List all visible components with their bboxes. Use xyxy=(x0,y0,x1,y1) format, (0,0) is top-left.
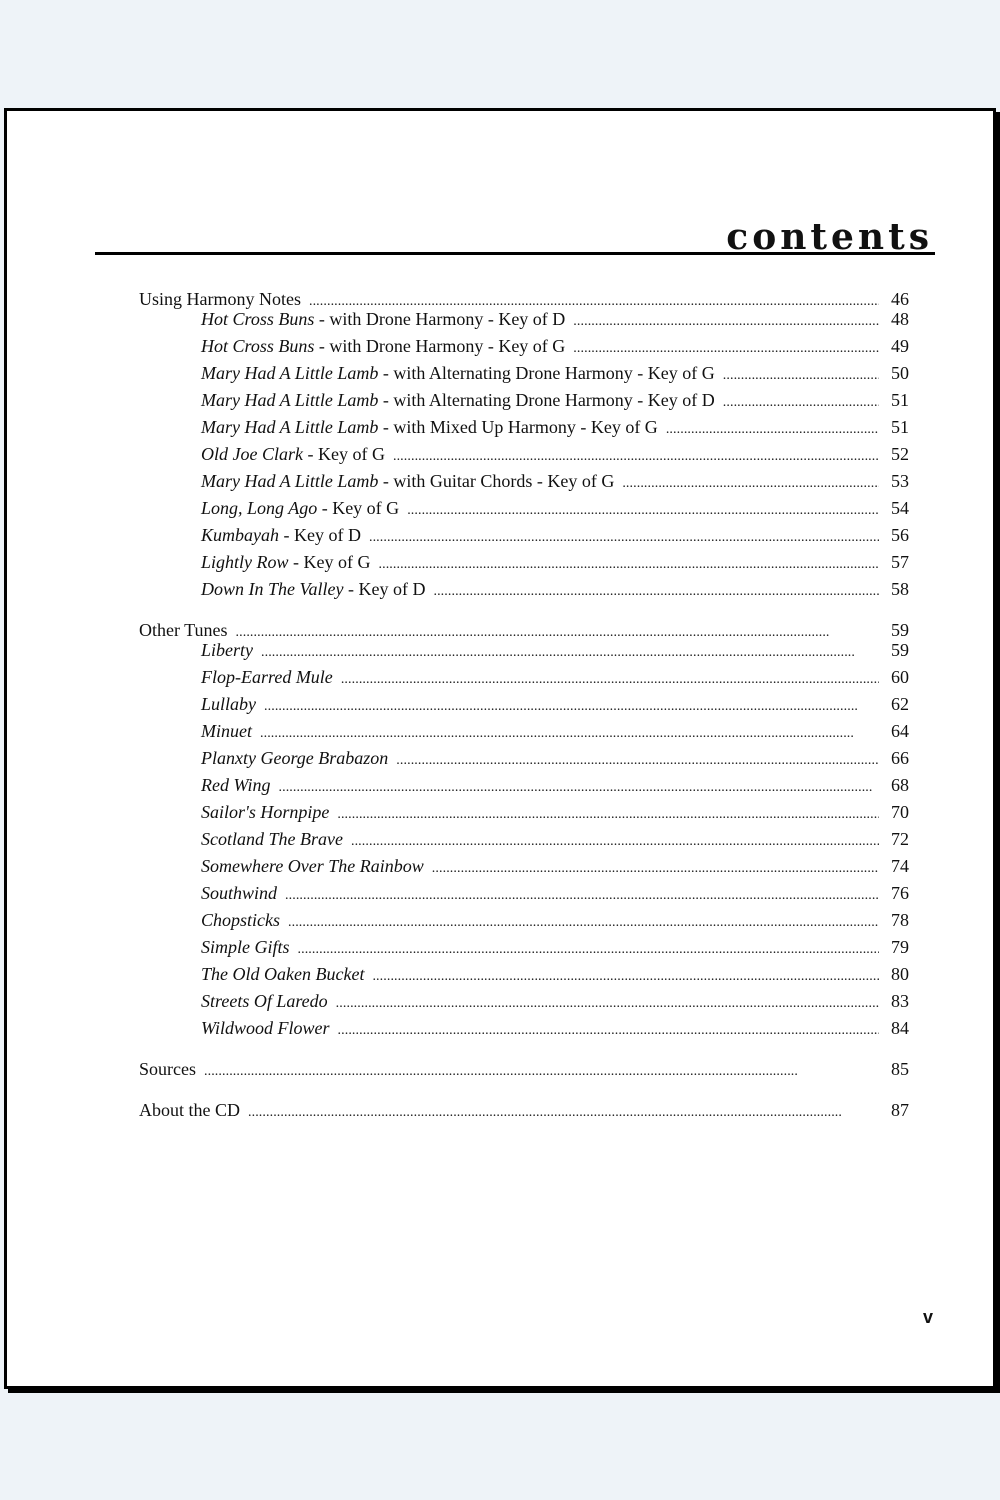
tune-title: Streets Of Laredo xyxy=(201,991,328,1011)
dot-leader xyxy=(338,1016,879,1043)
toc-page-number: 83 xyxy=(891,991,909,1011)
toc-page-number: 52 xyxy=(891,444,909,464)
toc-entry[interactable] xyxy=(139,719,909,746)
page-title: contents xyxy=(726,216,933,258)
toc-page-number: 49 xyxy=(891,336,909,356)
toc-entry-label xyxy=(201,962,364,986)
toc-entry-label xyxy=(201,719,252,743)
toc-entry[interactable] xyxy=(139,881,909,908)
toc-entry[interactable] xyxy=(139,1016,909,1043)
toc-section-label: About the CD xyxy=(139,1100,240,1120)
title-rule xyxy=(95,252,935,255)
toc-section-heading[interactable] xyxy=(139,1098,909,1125)
dot-leader xyxy=(285,881,879,908)
toc-section xyxy=(139,287,909,604)
tune-title: Liberty xyxy=(201,640,253,660)
toc-entry-label xyxy=(201,388,715,412)
toc-entry[interactable] xyxy=(139,361,909,388)
toc-page-number: 84 xyxy=(891,1018,909,1038)
tune-title: Mary Had A Little Lamb xyxy=(201,363,379,383)
toc-entry-label xyxy=(201,665,333,689)
dot-leader xyxy=(432,854,879,881)
dot-leader xyxy=(279,773,880,800)
dot-leader xyxy=(396,746,879,773)
dot-leader xyxy=(337,800,879,827)
toc-entry[interactable] xyxy=(139,962,909,989)
dot-leader xyxy=(573,307,879,334)
toc-entry[interactable] xyxy=(139,577,909,604)
toc-page-number: 66 xyxy=(891,748,909,768)
toc-page-number: 54 xyxy=(891,498,909,518)
toc-page-number: 53 xyxy=(891,471,909,491)
dot-leader xyxy=(341,665,879,692)
toc-entry-label xyxy=(201,800,329,824)
dot-leader xyxy=(261,638,879,665)
dot-leader xyxy=(573,334,879,361)
toc-entry-label xyxy=(201,577,425,601)
tune-title: Minuet xyxy=(201,721,252,741)
dot-leader xyxy=(369,523,879,550)
toc-entry-label xyxy=(201,773,271,797)
toc-entry-label xyxy=(201,854,424,878)
tune-title: Hot Cross Buns xyxy=(201,309,315,329)
toc-entry[interactable] xyxy=(139,665,909,692)
tune-title: Chopsticks xyxy=(201,910,280,930)
tune-detail: - with Guitar Chords - Key of G xyxy=(378,471,615,491)
toc-page-number: 64 xyxy=(891,721,909,741)
table-of-contents xyxy=(139,287,909,1139)
toc-page-number: 50 xyxy=(891,363,909,383)
toc-entry-label xyxy=(201,827,343,851)
toc-entry-label xyxy=(201,415,658,439)
dot-leader xyxy=(407,496,879,523)
toc-entry[interactable] xyxy=(139,334,909,361)
toc-entry-label xyxy=(201,989,328,1013)
toc-entry-label xyxy=(201,935,290,959)
toc-entry[interactable] xyxy=(139,935,909,962)
toc-page-number: 56 xyxy=(891,525,909,545)
dot-leader xyxy=(288,908,879,935)
toc-entry-label xyxy=(201,496,399,520)
toc-entry[interactable] xyxy=(139,800,909,827)
tune-title: Wildwood Flower xyxy=(201,1018,330,1038)
toc-section xyxy=(139,618,909,1043)
toc-entry-label xyxy=(201,361,715,385)
toc-page-number: 62 xyxy=(891,694,909,714)
toc-entry-label xyxy=(201,550,371,574)
toc-entry[interactable] xyxy=(139,692,909,719)
toc-page-number: 85 xyxy=(891,1059,909,1079)
toc-entry-label xyxy=(201,334,565,358)
tune-title: The Old Oaken Bucket xyxy=(201,964,365,984)
toc-entry-label xyxy=(201,692,256,716)
toc-page-number: 76 xyxy=(891,883,909,903)
tune-title: Mary Had A Little Lamb xyxy=(201,471,379,491)
toc-entry-label xyxy=(201,638,253,662)
tune-title: Somewhere Over The Rainbow xyxy=(201,856,424,876)
tune-title: Sailor's Hornpipe xyxy=(201,802,330,822)
toc-page-number: 48 xyxy=(891,309,909,329)
toc-entry[interactable] xyxy=(139,550,909,577)
tune-detail: - with Alternating Drone Harmony - Key of D xyxy=(378,390,715,410)
toc-entry[interactable] xyxy=(139,442,909,469)
toc-entry[interactable] xyxy=(139,773,909,800)
tune-title: Southwind xyxy=(201,883,278,903)
toc-entry-label xyxy=(201,1016,330,1040)
tune-detail: - Key of D xyxy=(279,525,361,545)
tune-title: Simple Gifts xyxy=(201,937,290,957)
dot-leader xyxy=(379,550,880,577)
toc-entry-label xyxy=(201,442,385,466)
tune-detail: - with Alternating Drone Harmony - Key of G xyxy=(378,363,715,383)
tune-title: Lullaby xyxy=(201,694,257,714)
dot-leader xyxy=(260,719,879,746)
tune-title: Long, Long Ago xyxy=(201,498,318,518)
toc-entry-label xyxy=(201,307,565,331)
dot-leader xyxy=(298,935,880,962)
tune-title: Old Joe Clark xyxy=(201,444,303,464)
toc-entry[interactable] xyxy=(139,854,909,881)
toc-page-number: 68 xyxy=(891,775,909,795)
tune-title: Mary Had A Little Lamb xyxy=(201,390,379,410)
toc-page-number: 51 xyxy=(891,417,909,437)
tune-detail: - with Drone Harmony - Key of D xyxy=(314,309,566,329)
toc-section xyxy=(139,1057,909,1084)
toc-entry[interactable] xyxy=(139,827,909,854)
toc-page-number: 58 xyxy=(891,579,909,599)
toc-page-number: 87 xyxy=(891,1100,909,1120)
tune-title: Kumbayah xyxy=(201,525,279,545)
toc-entry-label xyxy=(201,881,277,905)
dot-leader xyxy=(666,415,879,442)
tune-title: Lightly Row xyxy=(201,552,289,572)
dot-leader xyxy=(264,692,879,719)
tune-detail: - Key of G xyxy=(317,498,400,518)
dot-leader xyxy=(622,469,879,496)
toc-entry[interactable] xyxy=(139,746,909,773)
toc-page-number: 78 xyxy=(891,910,909,930)
toc-page-number: 46 xyxy=(891,289,909,309)
tune-title: Hot Cross Buns xyxy=(201,336,315,356)
toc-page-number: 79 xyxy=(891,937,909,957)
toc-page-number: 60 xyxy=(891,667,909,687)
book-page xyxy=(4,108,996,1389)
toc-entry[interactable] xyxy=(139,469,909,496)
toc-page-number: 51 xyxy=(891,390,909,410)
toc-section-label: Using Harmony Notes xyxy=(139,289,301,309)
toc-section xyxy=(139,1098,909,1125)
toc-page-number: 80 xyxy=(891,964,909,984)
toc-entry[interactable] xyxy=(139,307,909,334)
tune-title: Down In The Valley xyxy=(201,579,344,599)
tune-detail: - with Mixed Up Harmony - Key of G xyxy=(378,417,658,437)
toc-page-number: 57 xyxy=(891,552,909,572)
toc-entry[interactable] xyxy=(139,908,909,935)
toc-section-label: Sources xyxy=(139,1059,196,1079)
dot-leader xyxy=(204,1057,879,1084)
toc-entry-label xyxy=(201,469,614,493)
toc-section-label: Other Tunes xyxy=(139,620,228,640)
toc-entry[interactable] xyxy=(139,388,909,415)
toc-entry-label xyxy=(201,908,280,932)
dot-leader xyxy=(351,827,879,854)
toc-entry[interactable] xyxy=(139,496,909,523)
tune-title: Mary Had A Little Lamb xyxy=(201,417,379,437)
tune-title: Scotland The Brave xyxy=(201,829,343,849)
page-number: v xyxy=(922,1307,933,1327)
tune-detail: - Key of G xyxy=(302,444,385,464)
tune-title: Red Wing xyxy=(201,775,271,795)
dot-leader xyxy=(433,577,879,604)
tune-title: Flop-Earred Mule xyxy=(201,667,333,687)
toc-page-number: 72 xyxy=(891,829,909,849)
tune-title: Planxty George Brabazon xyxy=(201,748,389,768)
tune-detail: - with Drone Harmony - Key of G xyxy=(314,336,566,356)
tune-detail: - Key of D xyxy=(343,579,426,599)
dot-leader xyxy=(723,361,879,388)
toc-entry[interactable] xyxy=(139,989,909,1016)
toc-entry-label xyxy=(201,523,361,547)
toc-page-number: 74 xyxy=(891,856,909,876)
toc-section-heading[interactable] xyxy=(139,1057,909,1084)
toc-entry[interactable] xyxy=(139,523,909,550)
dot-leader xyxy=(248,1098,879,1125)
toc-page-number: 59 xyxy=(891,620,909,640)
toc-entry[interactable] xyxy=(139,415,909,442)
dot-leader xyxy=(372,962,879,989)
toc-page-number: 70 xyxy=(891,802,909,822)
tune-detail: - Key of G xyxy=(288,552,371,572)
toc-page-number: 59 xyxy=(891,640,909,660)
dot-leader xyxy=(723,388,879,415)
dot-leader xyxy=(393,442,879,469)
toc-entry-label xyxy=(201,746,388,770)
dot-leader xyxy=(336,989,879,1016)
